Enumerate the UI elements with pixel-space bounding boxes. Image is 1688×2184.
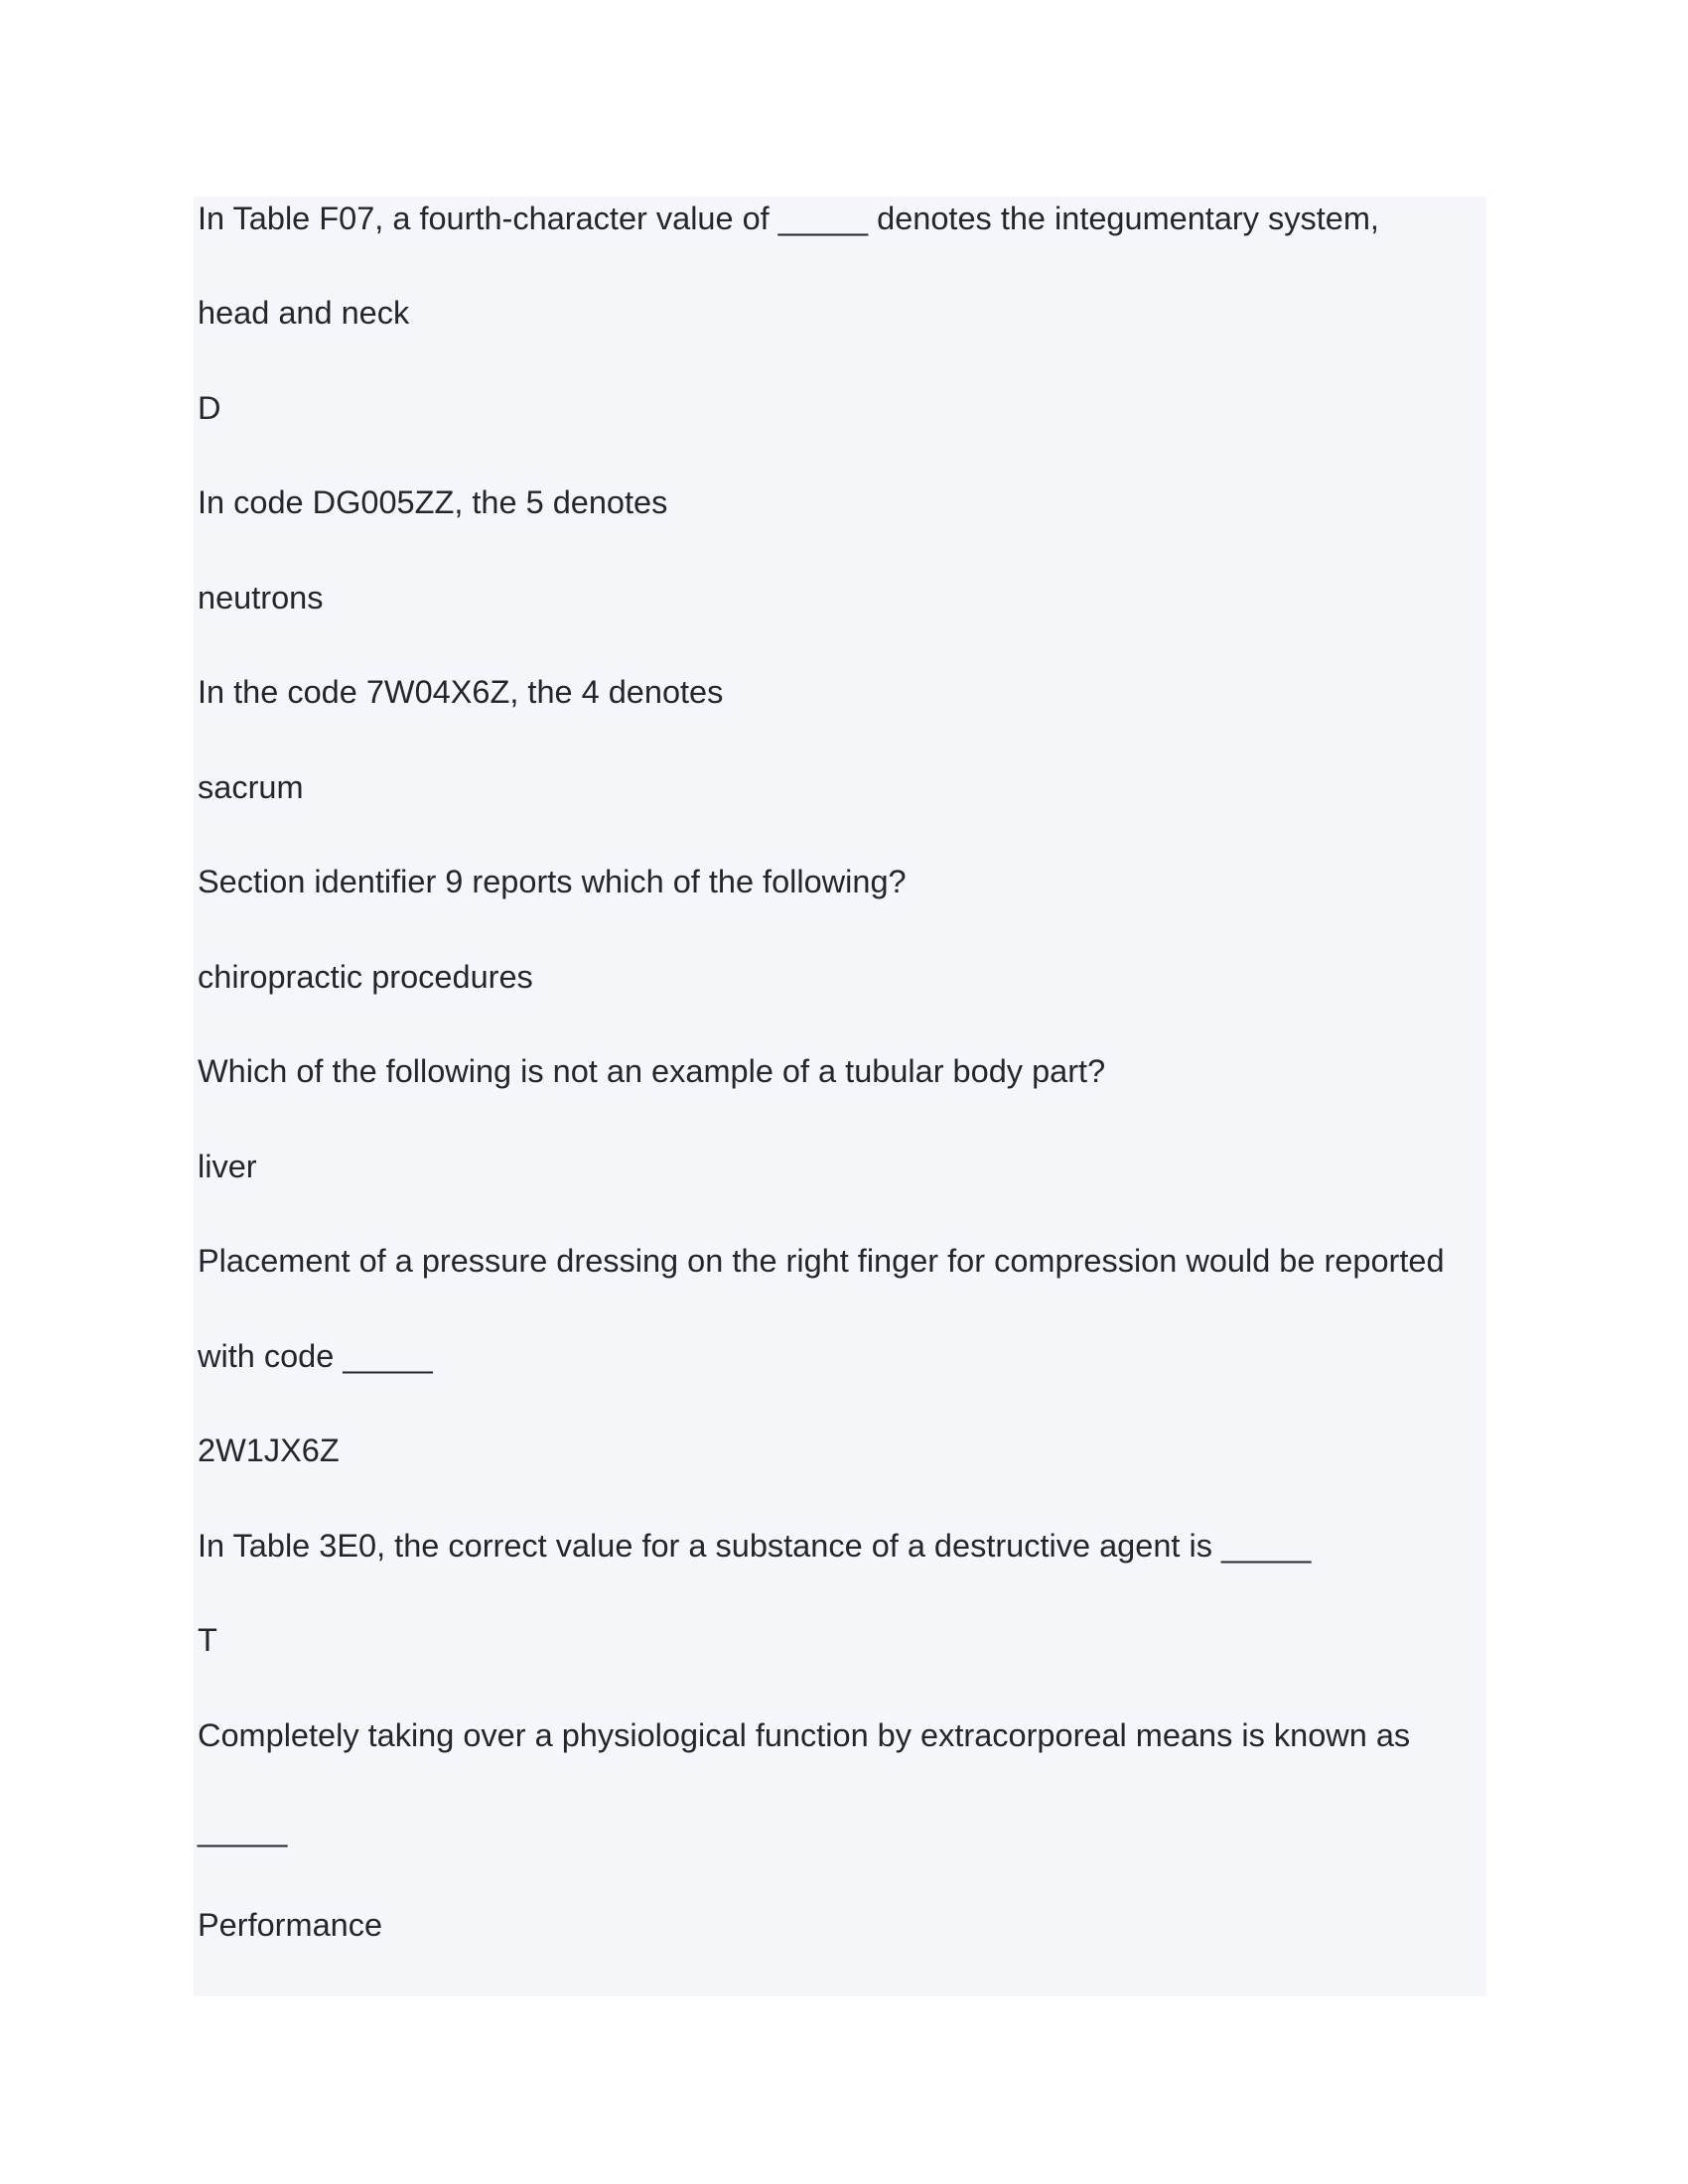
- question-extracorporeal-line-2: _____: [198, 1812, 288, 1847]
- question-table-3e0: In Table 3E0, the correct value for a substance of a destructive agent is _____: [198, 1528, 1312, 1564]
- answer-extracorporeal: Performance: [198, 1907, 383, 1943]
- answer-table-3e0: T: [198, 1622, 217, 1658]
- question-pressure-dressing-line-2: with code _____: [198, 1338, 433, 1374]
- question-pressure-dressing-line-1: Placement of a pressure dressing on the right finger for compression would be reported: [198, 1243, 1445, 1279]
- question-code-7w04x6z: In the code 7W04X6Z, the 4 denotes: [198, 674, 724, 710]
- answer-pressure-dressing: 2W1JX6Z: [198, 1433, 340, 1468]
- answer-tubular-body-part: liver: [198, 1149, 257, 1184]
- question-table-f07-line-1: In Table F07, a fourth-character value of _____ denotes the integumentary system,: [198, 201, 1379, 236]
- question-code-dg005zz: In code DG005ZZ, the 5 denotes: [198, 484, 668, 520]
- question-extracorporeal-line-1: Completely taking over a physiological function by extracorporeal means is known as: [198, 1717, 1411, 1753]
- question-tubular-body-part: Which of the following is not an example of a tubular body part?: [198, 1053, 1106, 1089]
- answer-table-f07: D: [198, 390, 221, 426]
- question-table-f07-line-2: head and neck: [198, 295, 410, 331]
- answer-section-identifier-9: chiropractic procedures: [198, 959, 533, 995]
- question-section-identifier-9: Section identifier 9 reports which of the following?: [198, 864, 907, 899]
- answer-code-7w04x6z: sacrum: [198, 769, 304, 805]
- answer-code-dg005zz: neutrons: [198, 580, 324, 615]
